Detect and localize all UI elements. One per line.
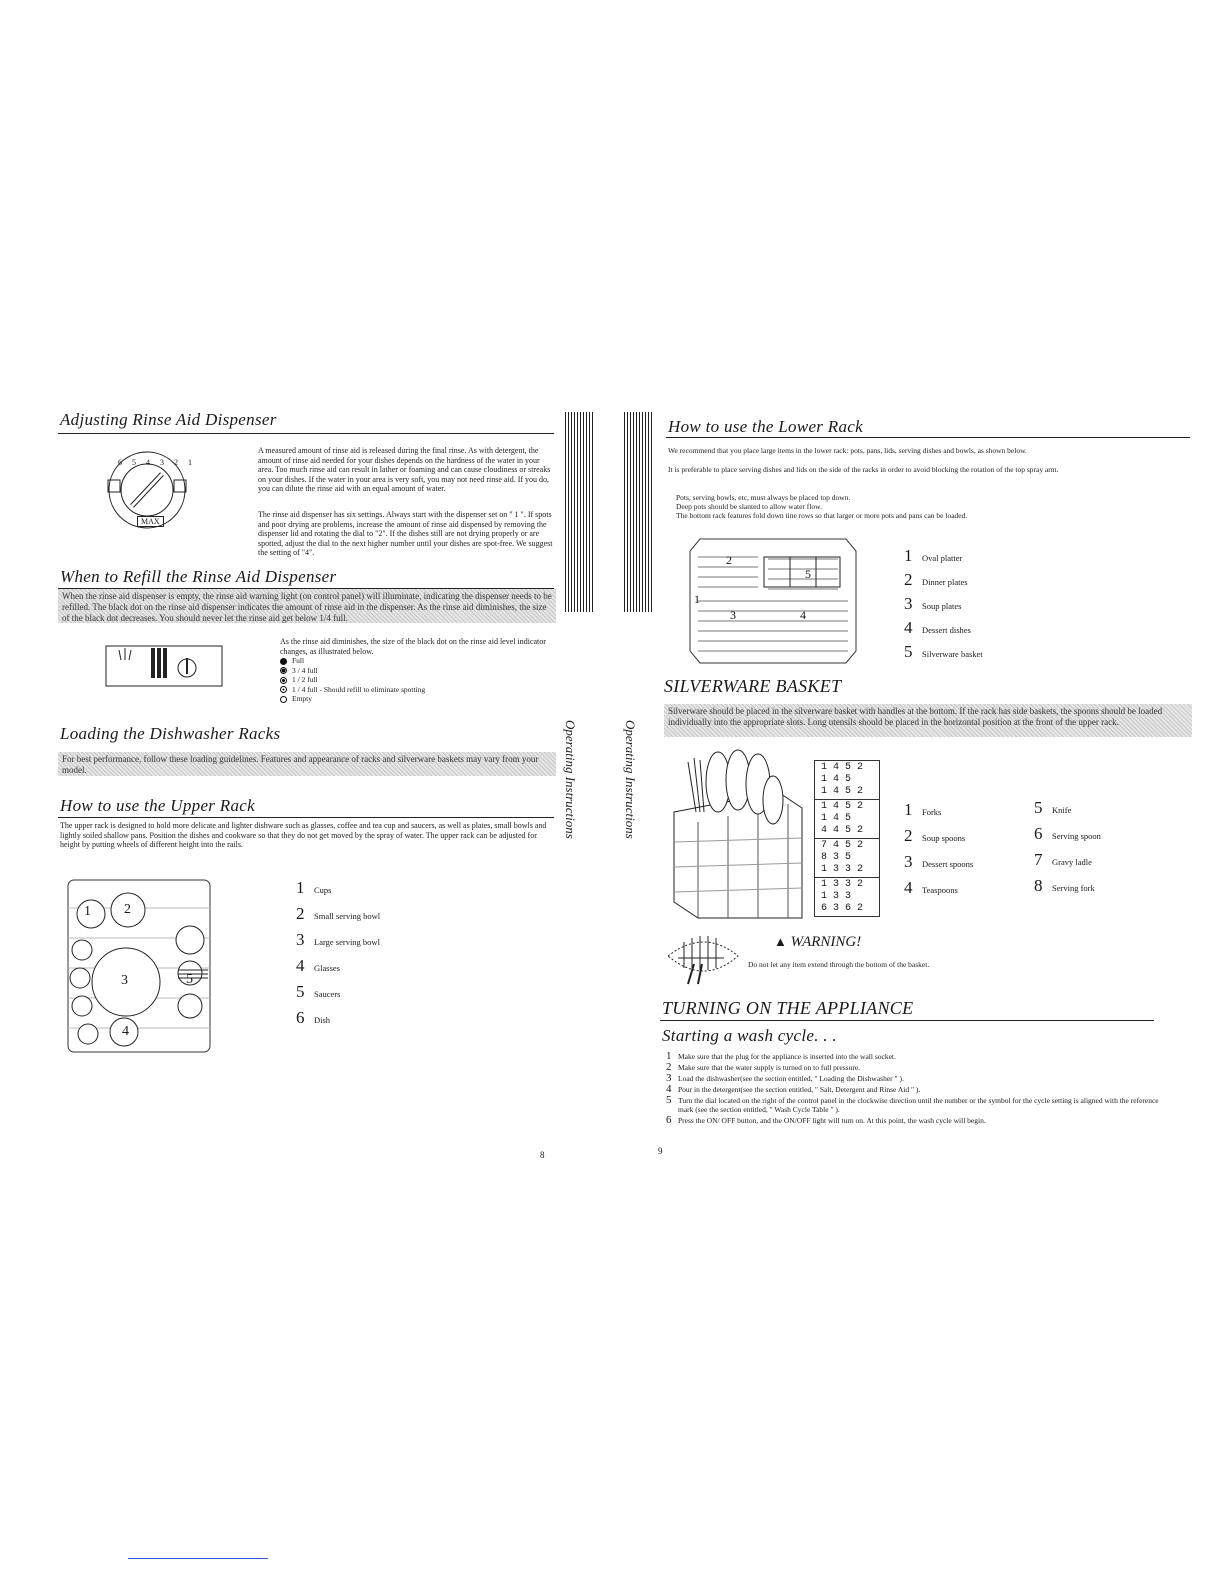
list-item: 4 Glasses: [296, 956, 340, 975]
rinse-paragraph-2: The rinse aid dispenser has six settings. Always start with the dispenser set on " 1 ". If spots and poor drying are problems, increase the amount of rinse aid dispensed by removing the dispenser lid and rotating the dial to "2". If the dishes still are not drying properly or are spotted, adjust the dial to the next higher number until your dishes are spot-free. We suggest the setting of "4".: [258, 510, 553, 557]
basket-bottom-diagram: [664, 928, 742, 986]
list-item: 3 Dessert spoons: [904, 852, 974, 871]
right-spine-text: Operating Instructions: [623, 720, 638, 839]
indicator-level-three-quarter: 3 / 4 full: [280, 666, 425, 676]
loading-shaded-note: For best performance, follow these loading guidelines. Features and appearance of racks and silverware baskets may vary from your model.: [58, 752, 556, 776]
list-item: 5 Silverware basket: [904, 642, 983, 661]
upper-diagram-label-4: 4: [122, 1024, 129, 1039]
lower-title: How to use the Lower Rack: [668, 417, 863, 436]
list-item: 1 Make sure that the plug for the appliance is inserted into the wall socket.: [666, 1050, 896, 1062]
list-item: 5 Saucers: [296, 982, 341, 1001]
right-page-number: 9: [658, 1146, 663, 1156]
list-item: Pots, serving bowls, etc, must always be placed top down.: [676, 493, 851, 502]
refill-shaded-note: When the rinse aid dispenser is empty, the rinse aid warning light (on control panel) will illuminate, indicating the dispenser needs to be refilled. The black dot on the rinse aid dispenser indicates the amount of rinse aid in the dispenser. As the rinse aid diminishes, the size of the black dot decreases. You should never let the rinse aid get below 1/4 full.: [58, 589, 556, 623]
silverware-items-b: [1034, 798, 1101, 902]
dial-max-label: MAX: [137, 516, 164, 527]
indicator-levels: [280, 656, 425, 704]
left-spine-text: Operating Instructions: [563, 720, 578, 839]
indicator-level-quarter: 1 / 4 full - Should refill to eliminate spotting: [280, 685, 425, 695]
list-item: 4 Pour in the detergent(see the section entitled, " Salt, Detergent and Rinse Aid " ).: [666, 1083, 921, 1095]
upper-diagram-label-5: 5: [186, 972, 193, 987]
list-item: 2 Make sure that the water supply is turned on to full pressure.: [666, 1061, 861, 1073]
lower-diagram-label-1: 1: [694, 592, 700, 606]
rinse-title: Adjusting Rinse Aid Dispenser: [60, 410, 277, 429]
lower-rack-diagram: [688, 537, 858, 665]
upper-diagram-label-1: 1: [84, 904, 91, 919]
lower-bullets: [676, 493, 1176, 520]
lower-diagram-label-3: 3: [730, 608, 736, 622]
loading-title: Loading the Dishwasher Racks: [60, 724, 281, 743]
grid-block: 1 4 5 2 1 4 5 4 4 5 2: [815, 800, 879, 839]
left-page-number: 8: [540, 1150, 545, 1160]
lower-paragraph-1: We recommend that you place large items in the lower rack: pots, pans, lids, serving dishes and bowls, as shown below.: [668, 446, 1027, 455]
list-item: 3 Soup plates: [904, 594, 962, 613]
grid-block: 1 3 3 2 1 3 3 6 3 6 2: [821, 879, 864, 914]
list-item: 1 Cups: [296, 878, 332, 897]
left-spine-pattern: [565, 412, 593, 612]
silverware-shaded-note: Silverware should be placed in the silverware basket with handles at the bottom. If the rack has side baskets, the spoons should be loaded individually into the appropriate slots. Long utensils should be placed in the horizontal position at the front of the upper rack.: [664, 704, 1192, 737]
silverware-title: SILVERWARE BASKET: [664, 676, 842, 696]
lower-items-list: [904, 546, 983, 666]
right-spine-pattern: [624, 412, 652, 612]
silverware-grid: [814, 760, 880, 917]
list-item: 2 Soup spoons: [904, 826, 966, 845]
warning-icon: ▲: [774, 934, 787, 949]
rinse-indicator-diagram: [105, 640, 225, 688]
lower-diagram-label-5: 5: [805, 567, 811, 581]
list-item: 2 Small serving bowl: [296, 904, 381, 923]
wash-steps-list: [666, 1052, 1166, 1127]
warning-text: Do not let any item extend through the bottom of the basket.: [748, 960, 930, 969]
lower-paragraph-2: It is preferable to place serving dishes and lids on the side of the racks in order to avoid blocking the rotation of the top spray arm.: [668, 465, 1059, 474]
list-item: 6 Press the ON/ OFF button, and the ON/OFF light will turn on. At this point, the wash cycle will begin.: [666, 1114, 986, 1126]
indicator-level-full: Full: [280, 656, 425, 666]
list-item: 4 Dessert dishes: [904, 618, 971, 637]
warning-heading: ▲ WARNING!: [774, 934, 862, 950]
list-item: 1 Forks: [904, 800, 942, 819]
indicator-intro: As the rinse aid diminishes, the size of the black dot on the rinse aid level indicator changes, as illustrated below.: [280, 637, 546, 656]
scan-artifact-line: [128, 1558, 268, 1559]
list-item: 4 Teaspoons: [904, 878, 958, 897]
list-item: 2 Dinner plates: [904, 570, 968, 589]
upper-items-list: [296, 878, 380, 1034]
list-item: 5 Turn the dial located on the right of the control panel in the clockwise direction until the number or the symbol for the cycle setting is aligned with the reference mark (see the section entitled, " Wash Cycle Table " ).: [666, 1094, 1159, 1114]
silverware-basket-diagram: [668, 742, 808, 922]
lower-diagram-label-4: 4: [800, 608, 806, 622]
grid-block: 1 4 5 2 1 4 5 1 4 5 2: [815, 761, 879, 800]
list-item: 3 Large serving bowl: [296, 930, 380, 949]
list-item: 8 Serving fork: [1034, 876, 1095, 895]
upper-diagram-label-2: 2: [124, 902, 131, 917]
upper-title: How to use the Upper Rack: [60, 796, 255, 815]
list-item: 7 Gravy ladle: [1034, 850, 1092, 869]
rinse-paragraph-1: A measured amount of rinse aid is released during the final rinse. As with detergent, the amount of rinse aid needed for your dishes depends on the hardness of the water in your area. Too much rinse aid can result in lather or foaming and can cause cloudiness or streaks on your dishes. If the water in your area is very soft, you may not need rinse aid. If you do, you can dilute the rinse aid with an equal amount of water.: [258, 446, 551, 493]
upper-diagram-label-3: 3: [121, 973, 128, 988]
list-item: 1 Oval platter: [904, 546, 963, 565]
starting-title: Starting a wash cycle. . .: [662, 1026, 837, 1045]
upper-text: The upper rack is designed to hold more delicate and lighter dishware such as glasses, coffee and tea cup and saucers, as well as plates, small bowls and lightly soiled shallow pans. Position the dishes and cookware so that they do not get moved by the spray of water. The upper rack can be adjusted for height by putting wheels of different height into the rails.: [60, 821, 547, 849]
list-item: 5 Knife: [1034, 798, 1072, 817]
indicator-level-half: 1 / 2 full: [280, 675, 425, 685]
list-item: 6 Serving spoon: [1034, 824, 1101, 843]
dial-numbers: 6 5 4 3 2 1: [118, 458, 196, 467]
lower-diagram-label-2: 2: [726, 553, 732, 567]
list-item: 3 Load the dishwasher(see the section entitled, " Loading the Dishwasher " ).: [666, 1072, 904, 1084]
indicator-level-empty: Empty: [280, 694, 425, 704]
silverware-items-a: [904, 800, 973, 904]
list-item: 6 Dish: [296, 1008, 331, 1027]
list-item: The bottom rack features fold down tine rows so that larger or more pots and pans can be loaded.: [676, 511, 968, 520]
grid-block: 7 4 5 2 8 3 5 1 3 3 2: [815, 839, 879, 878]
list-item: Deep pots should be slanted to allow water flow.: [676, 502, 822, 511]
refill-title: When to Refill the Rinse Aid Dispenser: [60, 567, 337, 586]
turning-title: TURNING ON THE APPLIANCE: [662, 998, 914, 1018]
